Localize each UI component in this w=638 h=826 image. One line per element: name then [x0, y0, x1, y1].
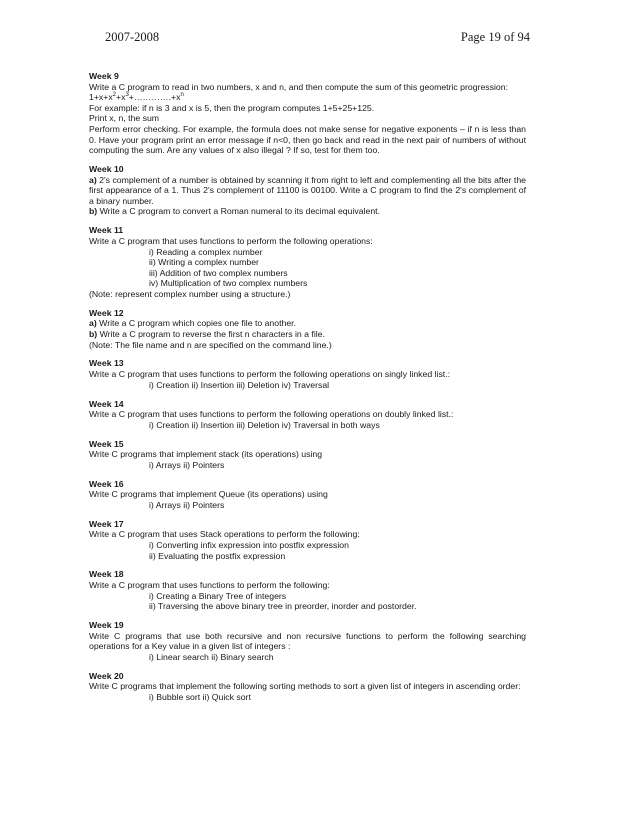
- week-15-section: [89, 439, 526, 471]
- week-13-heading: Week 13: [89, 358, 124, 369]
- week-20-heading: Week 20: [89, 670, 124, 681]
- week-19-section: [89, 620, 526, 662]
- week-17-heading: Week 17: [89, 518, 124, 529]
- week-18-section: [89, 569, 526, 611]
- list-item: ii) Traversing the above binary tree in preorder, inorder and postorder.: [149, 601, 417, 612]
- week-15-text: Write C programs that implement stack (its operations) using: [89, 449, 323, 460]
- week-9-print: Print x, n, the sum: [89, 113, 160, 124]
- list-item: i) Arrays ii) Pointers: [149, 499, 225, 510]
- week-11-note: (Note: represent complex number using a structure.): [89, 288, 291, 299]
- week-10-part-a: a) 2's complement of a number is obtained by scanning it from right to left and complementing all the bits after the first appearance of a 1. Thus 2's complement of 11100 is 00100. Write a C program to find the 2's complement of a binary number.: [89, 174, 526, 206]
- week-18-text: Write a C program that uses functions to perform the following:: [89, 580, 330, 591]
- list-item: i) Reading a complex number: [149, 246, 263, 257]
- list-item: iii) Addition of two complex numbers: [149, 267, 288, 278]
- week-10-section: [89, 164, 526, 217]
- week-9-formula: $1+x+x^2+x^3+\dots\dots\dots\dots.+x^n$: [89, 92, 184, 103]
- week-16-section: [89, 479, 526, 511]
- week-14-text: Write a C program that uses functions to perform the following operations on doubly linked list.:: [89, 409, 454, 420]
- week-11-text: Write a C program that uses functions to perform the following operations:: [89, 235, 373, 246]
- week-9-heading: Week 9: [89, 71, 119, 81]
- list-item: i) Converting infix expression into postfix expression: [149, 539, 349, 550]
- week-12-section: [89, 308, 526, 350]
- week-19-text: Write C programs that use both recursive and non recursive functions to perform the following searching operations for a Key value in a given list of integers :: [89, 630, 526, 652]
- list-item: ii) Evaluating the postfix expression: [149, 550, 286, 561]
- week-19-heading: Week 19: [89, 620, 124, 631]
- week-16-heading: Week 16: [89, 478, 124, 489]
- week-16-text: Write C programs that implement Queue (its operations) using: [89, 489, 328, 500]
- list-item: iv) Multiplication of two complex numbers: [149, 278, 308, 289]
- week-15-heading: Week 15: [89, 438, 124, 449]
- week-17-text: Write a C program that uses Stack operations to perform the following:: [89, 529, 360, 540]
- week-13-section: [89, 358, 526, 390]
- week-10-heading: Week 10: [89, 164, 124, 175]
- week-12-part-b: b) Write a C program to reverse the first n characters in a file.: [89, 328, 325, 339]
- week-17-section: [89, 519, 526, 561]
- week-12-note: (Note: The file name and n are specified on the command line.): [89, 339, 332, 350]
- list-item: ii) Writing a complex number: [149, 257, 259, 268]
- week-12-part-a: a) Write a C program which copies one file to another.: [89, 318, 297, 329]
- week-9-error-checking: Perform error checking. For example, the formula does not make sense for negative exponents – if n is less than 0. Have your program print an error message if n<0, then go back and read in the next pair of numbers of without computing the sum. Are any values of x also illegal ? If so, test for them too.: [89, 123, 526, 156]
- week-20-section: [89, 671, 526, 703]
- week-13-text: Write a C program that uses functions to perform the following operations on singly linked list.:: [89, 369, 451, 380]
- week-11-section: [89, 225, 526, 299]
- header-page-number: Page 19 of 94: [460, 30, 530, 44]
- week-9-section: [89, 71, 526, 156]
- list-item: i) Creating a Binary Tree of integers: [149, 590, 287, 601]
- list-item: i) Creation ii) Insertion iii) Deletion iv) Traversal: [149, 379, 330, 390]
- week-20-text: Write C programs that implement the following sorting methods to sort a given list of integers in ascending order:: [89, 681, 521, 692]
- list-item: i) Arrays ii) Pointers: [149, 459, 225, 470]
- list-item: i) Linear search ii) Binary search: [149, 651, 274, 662]
- week-14-heading: Week 14: [89, 398, 124, 409]
- week-10-part-b: b) Write a C program to convert a Roman numeral to its decimal equivalent.: [89, 206, 380, 217]
- week-14-section: [89, 399, 526, 431]
- week-12-heading: Week 12: [89, 307, 124, 318]
- list-item: i) Bubble sort ii) Quick sort: [149, 691, 251, 702]
- list-item: i) Creation ii) Insertion iii) Deletion iv) Traversal in both ways: [149, 419, 380, 430]
- week-9-text: Write a C program to read in two numbers, x and n, and then compute the sum of this geometric progression:: [89, 81, 508, 92]
- week-11-heading: Week 11: [89, 225, 124, 236]
- week-9-example: For example: if n is 3 and x is 5, then the program computes 1+5+25+125.: [89, 102, 375, 113]
- header-year: 2007-2008: [105, 30, 160, 44]
- document-body: [89, 71, 526, 711]
- page-header: [105, 30, 530, 45]
- week-18-heading: Week 18: [89, 569, 124, 580]
